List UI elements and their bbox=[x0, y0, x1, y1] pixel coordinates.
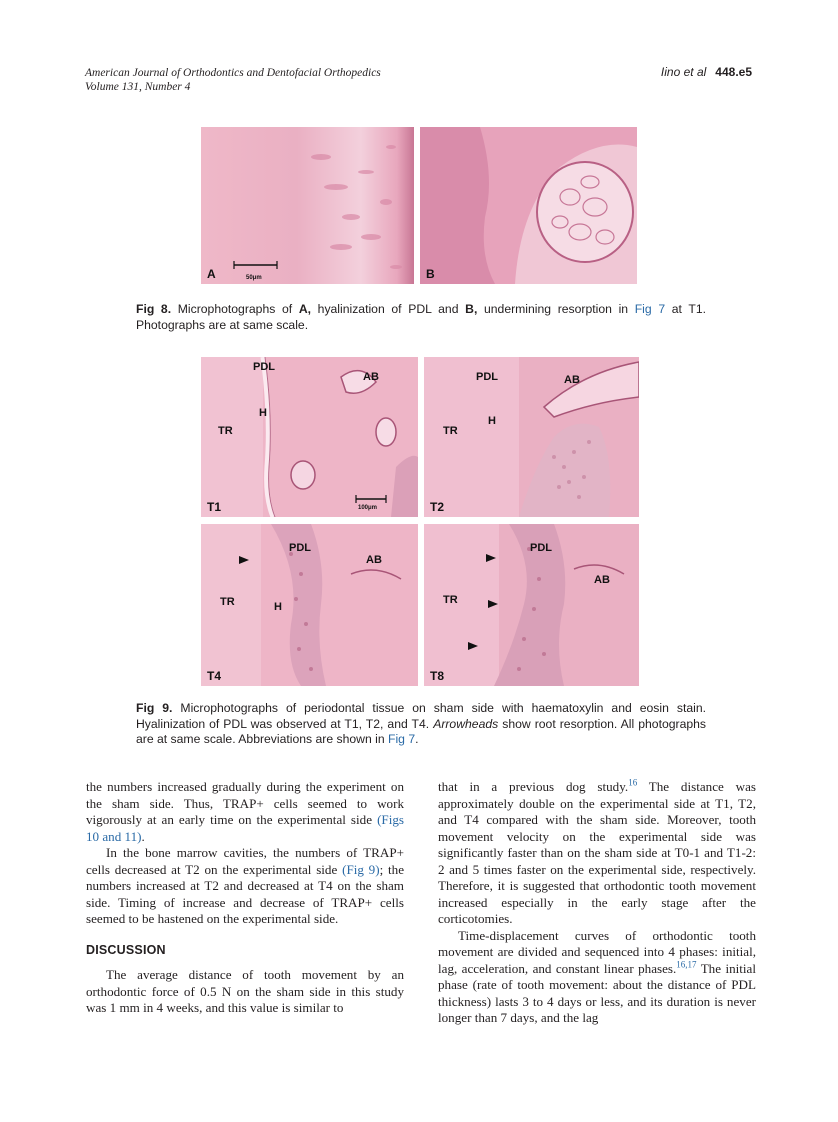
fig9-panel-t8 bbox=[424, 524, 639, 686]
tissue-tag: PDL bbox=[476, 371, 498, 383]
fig9-caption: Fig 9. Microphotographs of periodontal tissue on sham side with haematoxylin and eosin stain. Hyalinization of PDL was observed at T1, T2, and T4. Arrowheads show root resorption. All photographs are at same scale. Abbreviations are shown in Fig 7. bbox=[136, 701, 707, 746]
tissue-tag: TR bbox=[220, 596, 235, 608]
fig9-panel-t1 bbox=[201, 357, 418, 517]
page-number: 448.e5 bbox=[715, 65, 752, 79]
left-column bbox=[86, 779, 404, 1017]
scale-bar-label: 50μm bbox=[246, 275, 262, 281]
paragraph: The average distance of tooth movement by an orthodontic force of 0.5 N on the sham side in this study was 1 mm in 4 weeks, and this value is similar to bbox=[86, 967, 404, 1015]
tissue-tag: TR bbox=[218, 425, 233, 437]
paragraph: the numbers increased gradually during the experiment on the sham side. Thus, TRAP+ cells seemed to work vigorously at an early time on the experimental side (Figs 10 and 11). bbox=[86, 779, 404, 844]
panel-label: T4 bbox=[207, 669, 222, 683]
panel-label: A bbox=[207, 267, 216, 281]
journal-volume: Volume 131, Number 4 bbox=[85, 81, 191, 93]
panel-label: T1 bbox=[207, 500, 222, 514]
tissue-tag: AB bbox=[564, 374, 580, 386]
fig9-panel-t4 bbox=[201, 524, 418, 686]
paragraph: In the bone marrow cavities, the numbers of TRAP+ cells decreased at T2 on the experimental side (Fig 9); the numbers increased at T2 and decreased at T4 on the sham side. Timing of increase and decrease of TRAP+ cells seemed to be hastened on the experimental side. bbox=[86, 845, 404, 926]
figure-label: Fig 8. bbox=[136, 302, 172, 316]
tissue-tag: H bbox=[274, 601, 282, 613]
reference-link[interactable]: 16,17 bbox=[676, 959, 697, 970]
section-heading: DISCUSSION bbox=[86, 942, 166, 957]
tissue-tag: TR bbox=[443, 425, 458, 437]
fig8-panel-a bbox=[201, 127, 414, 284]
journal-title: American Journal of Orthodontics and Dentofacial Orthopedics bbox=[85, 67, 381, 79]
reference-link[interactable]: 16 bbox=[628, 777, 638, 788]
panel-label: T8 bbox=[430, 669, 445, 683]
panel-label: T2 bbox=[430, 500, 445, 514]
tissue-tag: PDL bbox=[289, 542, 311, 554]
author-line: Iino et al bbox=[660, 65, 707, 79]
fig9-panel-t1-image bbox=[201, 357, 418, 517]
fig8-panel-a-image bbox=[201, 127, 414, 284]
tissue-tag: H bbox=[488, 415, 496, 427]
figure-link[interactable]: (Figs 10 and 11) bbox=[86, 812, 404, 844]
scale-bar-label: 100μm bbox=[358, 505, 378, 511]
tissue-tag: AB bbox=[363, 371, 379, 383]
right-column bbox=[438, 779, 756, 1027]
figure-label: Fig 9. bbox=[136, 701, 173, 715]
figure-link[interactable]: (Fig 9) bbox=[342, 861, 380, 877]
tissue-tag: TR bbox=[443, 594, 458, 606]
tissue-tag: PDL bbox=[253, 361, 275, 373]
figure-link[interactable]: Fig 7 bbox=[388, 732, 416, 746]
tissue-tag: AB bbox=[366, 554, 382, 566]
figure-link[interactable]: Fig 7 bbox=[634, 302, 666, 316]
tissue-tag: H bbox=[259, 407, 267, 419]
fig8-panel-b bbox=[420, 127, 637, 284]
tissue-tag: PDL bbox=[530, 542, 552, 554]
tissue-tag: AB bbox=[594, 574, 610, 586]
fig8-caption: Fig 8. Microphotographs of A, hyalinization of PDL and B, undermining resorption in Fig 7 at T1. Photographs are at same scale. bbox=[136, 302, 706, 332]
running-header-page bbox=[661, 65, 752, 80]
fig8-panel-b-image bbox=[420, 127, 637, 284]
panel-label: B bbox=[426, 267, 435, 281]
paragraph: Time-displacement curves of orthodontic tooth movement are divided and sequenced into 4 phases: initial, lag, acceleration, and constant linear phases.$^{16,17}$ The initial phase (rate of tooth movement: about the distance of PDL thickness) lasts 3 to 4 days or less, and its duration is never longer than 7 days, and the lag bbox=[438, 927, 756, 1025]
running-header-journal bbox=[85, 66, 381, 94]
paragraph: that in a previous dog study.$^{16}$ The distance was approximately double on the experimental side at T1, T2, and T4 compared with the sham side. Moreover, tooth movement velocity on the experimental side was significantly faster than on the sham side at T0-1 and T1-2: 2 and 5 times faster on the experimental side, respectively. Therefore, it is suggested that orthodontic tooth movement increased especially in the early stage after the corticotomies. bbox=[438, 777, 756, 926]
fig9-panel-t2 bbox=[424, 357, 639, 517]
fig9-panel-t2-image bbox=[424, 357, 639, 517]
